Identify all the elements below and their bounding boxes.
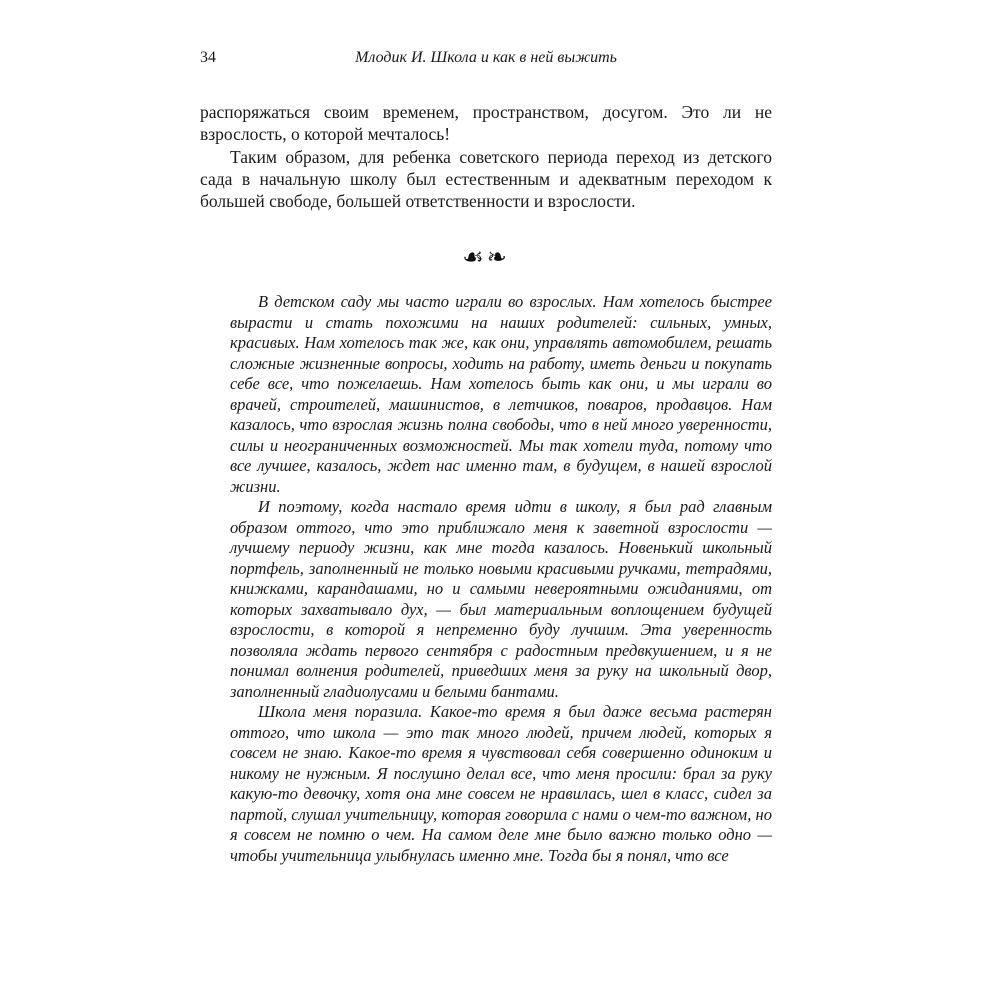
paragraph: Таким образом, для ребенка советского периода переход из детского сада в начальную школу был естественным и адекватным переходом к большей свободе, большей ответственности и взрослости. [200, 146, 772, 212]
running-title: Млодик И. Школа и как в ней выжить [355, 49, 617, 66]
quote-paragraph: Школа меня поразила. Какое-то время я был даже весьма растерян оттого, что школа — это так много людей, причем людей, которых я совсем не знаю. Какое-то время я чувствовал себя совершенно одиноким и никому не нужным. Я послушно делал все, что меня просили: брал за руку какую-то девочку, хотя она мне совсем не нравилась, шел в класс, сидел за партой, слушал учительницу, которая говорила с нами о чем-то важном, но я совсем не помню о чем. На самом деле мне было важно только одно — чтобы учительница улыбнулась именно мне. Тогда бы я понял, что все [230, 702, 772, 865]
page-body [200, 101, 772, 866]
page-number: 34 [200, 49, 216, 66]
section-ornament-icon: ☙❧ [462, 245, 510, 272]
page-header [200, 48, 772, 68]
quote-paragraph: И поэтому, когда настало время идти в школу, я был рад главным образом оттого, что это приближало меня к заветной взрослости — лучшему периоду жизни, как мне тогда казалось. Новенький школьный портфель, заполненный не только новыми красивыми ручками, тетрадями, книжками, карандашами, но и самыми невероятными ожиданиями, от которых захватывало дух, — был материальным воплощением будущей взрослости, в которой я непременно буду лучшим. Эта уверенность позволяла ждать первого сентября с радостным предвкушением, и я не понимал волнения родителей, приведших меня за руку на школьный двор, заполненный гладиолусами и белыми бантами. [230, 497, 772, 701]
paragraph: распоряжаться своим временем, пространством, досугом. Это ли не взрослость, о которой мечталось! [200, 102, 772, 145]
quote-block [230, 292, 772, 866]
quote-paragraph: В детском саду мы часто играли во взрослых. Нам хотелось быстрее вырасти и стать похожими на наших родителей: сильных, умных, красивых. Нам хотелось так же, как они, управлять автомобилем, решать сложные жизненные вопросы, ходить на работу, иметь деньги и покупать себе все, что пожелаешь. Нам хотелось быть как они, и мы играли во врачей, строителей, машинистов, в летчиков, поваров, продавцов. Нам казалось, что взрослая жизнь полна свободы, что в ней много уверенности, силы и неограниченных возможностей. Мы так хотели туда, потому что все лучшее, казалось, ждет нас именно там, в будущем, в нашей взрослой жизни. [230, 292, 772, 496]
